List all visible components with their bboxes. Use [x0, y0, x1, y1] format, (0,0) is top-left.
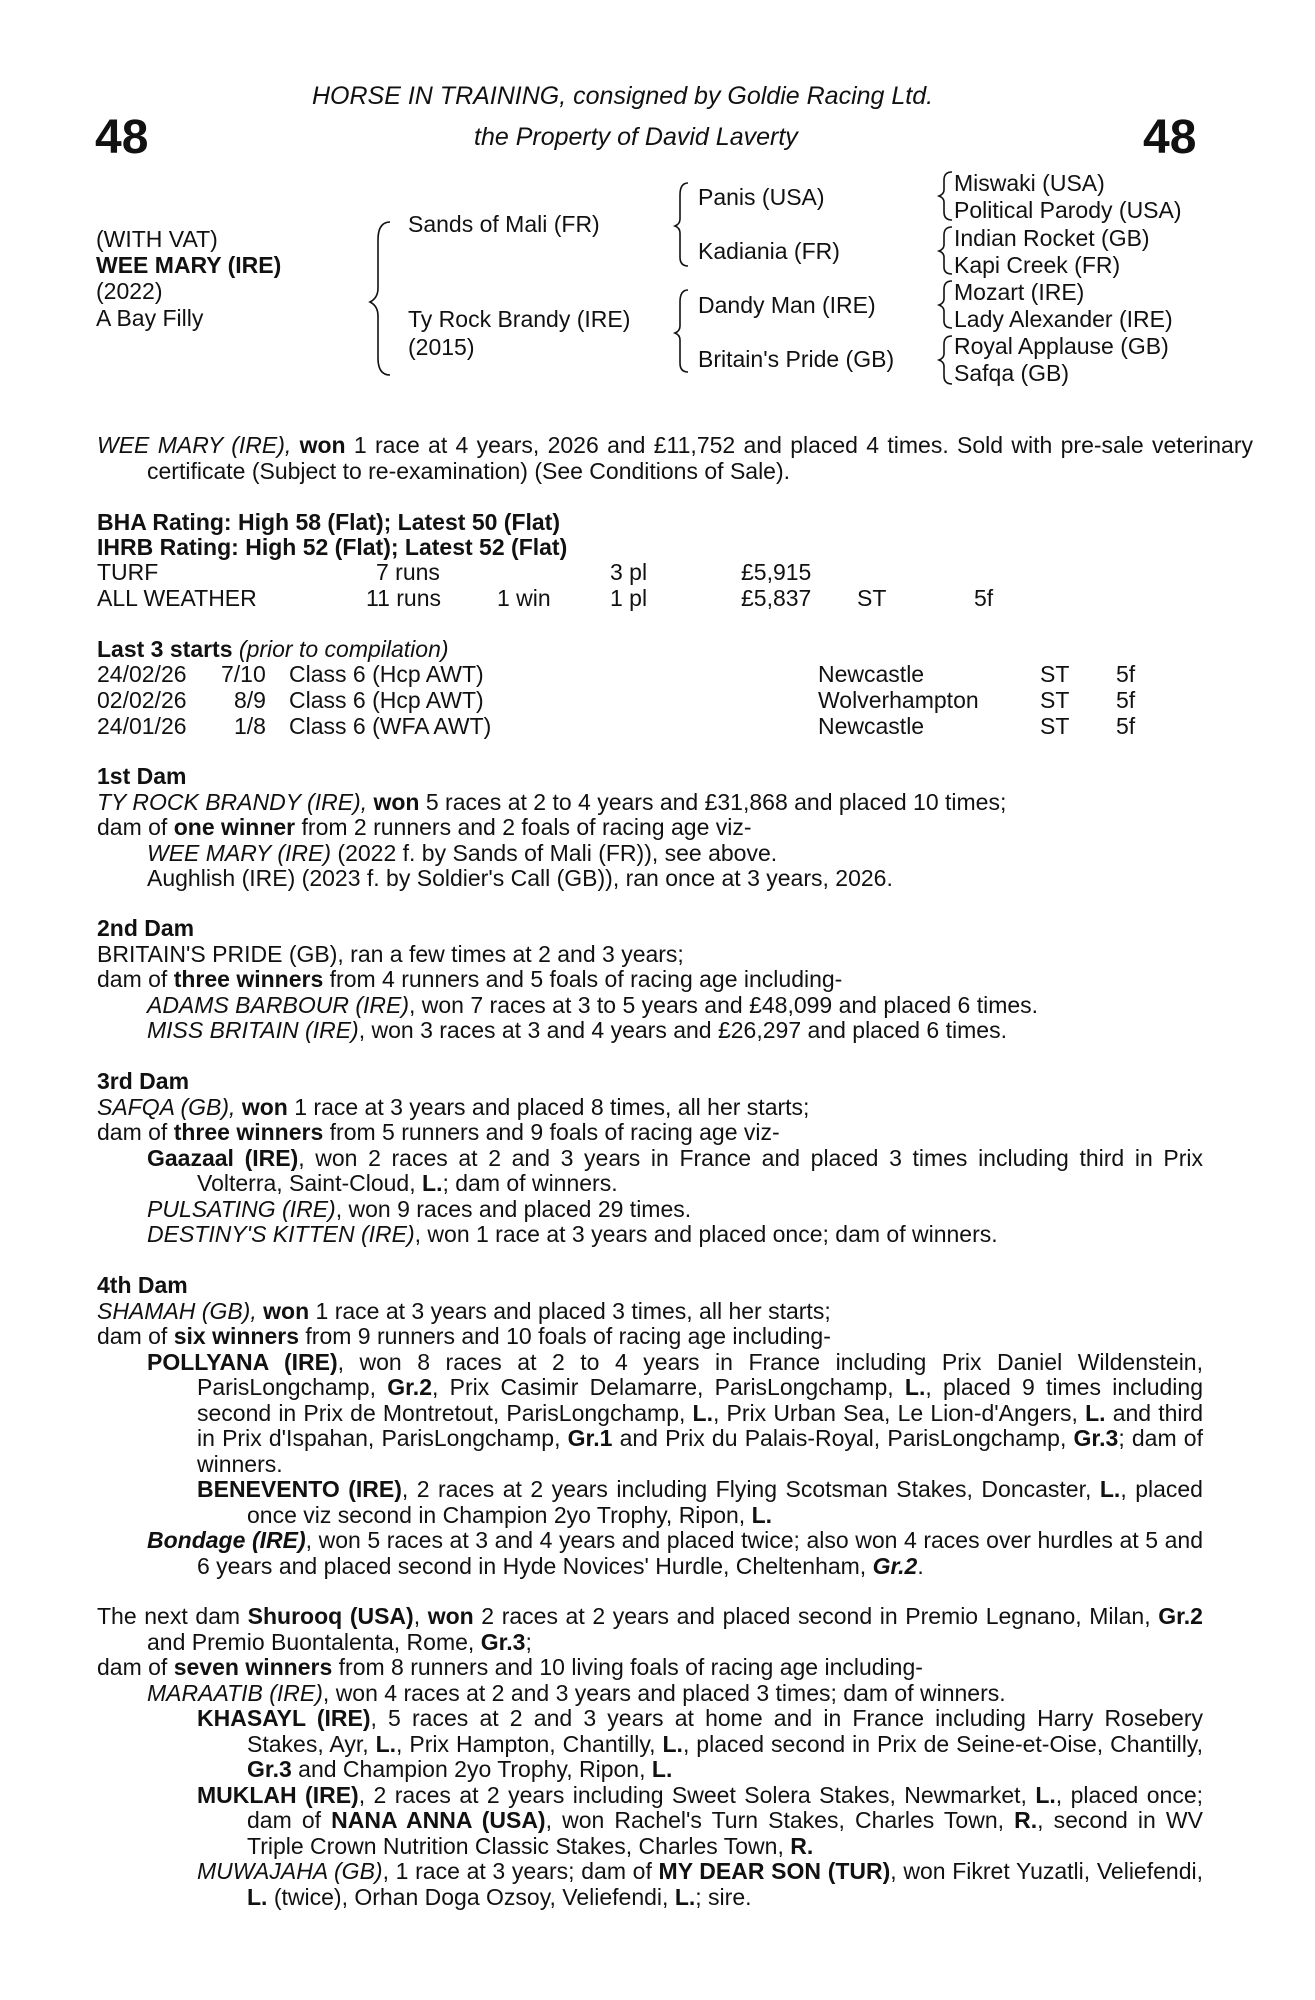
produce-text: (twice), Orhan Doga Ozsoy, Veliefendi, — [267, 1883, 675, 1910]
produce-text: , won Rachel's Turn Stakes, Charles Town, — [545, 1807, 1015, 1833]
dam-of: dam of — [97, 1119, 174, 1145]
foals-text: from 8 runners and 10 living foals of racing age including- — [332, 1654, 923, 1680]
record-course: ST — [857, 585, 887, 611]
next-dam-line1: The next dam Shurooq (USA), won 2 races at 2 years and placed second in Premio Legnano, Milan, Gr.2 and Premio Buontalenta, Rome, Gr.3; — [97, 1603, 1203, 1655]
race-grade: L. — [247, 1883, 268, 1910]
header-consignor: HORSE IN TRAINING, consigned by Goldie Racing Ltd. — [312, 82, 934, 110]
horse-name: WEE MARY (IRE) — [96, 252, 282, 278]
start-position: 7/10 — [221, 661, 266, 687]
race-grade: L. — [674, 1883, 696, 1910]
second-dam-section — [97, 916, 1203, 1044]
race-grade: Gr.3 — [247, 1756, 292, 1782]
race-grade: R. — [790, 1832, 814, 1859]
produce-entry — [97, 1681, 1203, 1707]
race-grade: Gr.3 — [1073, 1425, 1119, 1451]
last-starts-title: Last 3 starts — [97, 636, 233, 662]
winners-count: three winners — [173, 1119, 324, 1145]
fourth-dam-section — [97, 1273, 1203, 1579]
produce-name: BENEVENTO (IRE) — [197, 1476, 402, 1502]
dam-name: SAFQA (GB), — [97, 1093, 236, 1120]
start-race: Class 6 (Hcp AWT) — [289, 661, 484, 687]
produce-text: , won 2 races at 2 and 3 years in France and placed 3 times including third in Prix Volterra, Saint-Cloud, — [197, 1144, 1203, 1196]
race-grade: L. — [751, 1501, 773, 1528]
produce-text: (2022 f. by Sands of Mali (FR)), see above. — [331, 839, 778, 866]
produce-text: and Champion 2yo Trophy, Ripon, — [291, 1756, 652, 1782]
last-starts-note: (prior to compilation) — [238, 636, 449, 662]
third-dam-line1 — [97, 1095, 1203, 1121]
race-grade: L. — [692, 1399, 713, 1426]
race-grade: L. — [375, 1730, 397, 1757]
race-grade: L. — [651, 1756, 673, 1782]
lot-number-right: 48 — [1143, 111, 1197, 164]
produce-text: , 2 races at 2 years including Sweet Solera Stakes, Newmarket, — [358, 1781, 1036, 1808]
dam-name: TY ROCK BRANDY (IRE), — [97, 788, 368, 815]
dam-record: ; — [525, 1628, 532, 1655]
third-dam-section — [97, 1069, 1203, 1248]
produce-entry — [97, 866, 1203, 892]
summary-horse-name: WEE MARY (IRE), — [97, 432, 292, 458]
produce-name: MY DEAR SON (TUR) — [658, 1858, 891, 1884]
winners-count: three winners — [173, 966, 324, 992]
third-dam-heading: 3rd Dam — [97, 1068, 190, 1094]
produce-name: POLLYANA (IRE) — [147, 1348, 338, 1375]
header-property: the Property of David Laverty — [474, 123, 798, 151]
won-word: won — [373, 788, 420, 815]
start-surface: ST — [1040, 687, 1070, 713]
fourth-dam-line2 — [97, 1324, 1203, 1350]
produce-name: ADAMS BARBOUR (IRE) — [147, 991, 409, 1018]
ihrb-rating: IHRB Rating: High 52 (Flat); Latest 52 (Flat) — [97, 534, 568, 560]
start-surface: ST — [1040, 713, 1070, 739]
foals-text: from 5 runners and 9 foals of racing age viz- — [323, 1119, 780, 1145]
bha-rating: BHA Rating: High 58 (Flat); Latest 50 (Flat) — [97, 509, 560, 535]
pedigree-dam-sire: Dandy Man (IRE) — [698, 292, 876, 318]
record-runs: 11 runs — [366, 585, 442, 611]
race-grade: Gr.2 — [387, 1374, 432, 1400]
race-grade: Gr.2 — [1158, 1603, 1203, 1629]
produce-text: ; dam of winners. — [442, 1170, 618, 1196]
winners-count: six winners — [173, 1323, 299, 1349]
pedigree-sire-sire: Panis (USA) — [698, 184, 825, 210]
produce-name: Gaazaal (IRE) — [147, 1144, 299, 1171]
produce-text: , 1 race at 3 years; dam of — [382, 1858, 659, 1884]
produce-entry — [97, 1528, 1203, 1579]
start-position: 1/8 — [234, 713, 266, 739]
race-grade: Gr.3 — [480, 1628, 526, 1655]
produce-text: , won 8 races at 2 to 4 years in France including Prix Daniel Wildenstein, ParisLongchamp, — [197, 1348, 1203, 1400]
start-track: Wolverhampton — [818, 687, 979, 713]
produce-name: WEE MARY (IRE) — [147, 839, 332, 866]
produce-text: , placed once viz second in Champion 2yo Trophy, Ripon, — [247, 1476, 1203, 1528]
last-start-row — [0, 714, 1315, 740]
start-date: 24/02/26 — [97, 661, 187, 687]
pedigree-dss: Mozart (IRE) — [954, 279, 1085, 305]
produce-text: , won 5 races at 3 and 4 years and placed twice; also won 4 races over hurdles at 5 and 6 years and placed second in Hyde Novices' Hurdle, Cheltenham, — [197, 1527, 1203, 1579]
first-dam-section — [97, 764, 1203, 892]
dam-of: dam of — [97, 1654, 174, 1680]
start-distance: 5f — [1116, 713, 1136, 739]
main-brace — [370, 222, 390, 375]
race-grade: L. — [1085, 1399, 1106, 1426]
produce-text: ; dam of winners. — [197, 1425, 1203, 1477]
pedigree-ssd: Political Parody (USA) — [954, 197, 1182, 223]
pedigree-dam: Ty Rock Brandy (IRE) — [408, 306, 631, 332]
pedigree-dam-year: (2015) — [408, 334, 475, 360]
dam-of: dam of — [97, 814, 174, 840]
fourth-dam-line1 — [97, 1299, 1203, 1325]
produce-entry — [97, 1018, 1203, 1044]
last-start-row — [0, 688, 1315, 714]
produce-entry — [97, 1197, 1203, 1223]
produce-text: . — [917, 1552, 924, 1579]
produce-entry — [97, 1706, 1203, 1783]
second-dam-line2 — [97, 967, 1203, 993]
fourth-dam-heading: 4th Dam — [97, 1272, 188, 1298]
record-surface: ALL WEATHER — [97, 585, 257, 611]
summary-text: 1 race at 4 years, 2026 and £11,752 and placed 4 times. Sold with pre-sale veterinary certificate (Subject to re-examination) (See Conditions of Sale). — [147, 432, 1254, 484]
produce-entry — [97, 1222, 1203, 1248]
pedigree-sds: Indian Rocket (GB) — [954, 225, 1150, 251]
summary-won: won — [299, 432, 346, 458]
record-surface: TURF — [97, 559, 159, 585]
produce-name: DESTINY'S KITTEN (IRE) — [147, 1221, 415, 1247]
ss-brace — [939, 172, 952, 220]
first-dam-line1 — [97, 790, 1203, 816]
produce-text: , Prix Casimir Delamarre, ParisLongchamp, — [432, 1374, 905, 1400]
dam-record: 1 race at 3 years and placed 3 times, all her starts; — [309, 1297, 831, 1324]
produce-name: MARAATIB (IRE) — [147, 1679, 323, 1706]
dam-of: dam of — [97, 966, 174, 992]
pedigree-dsd: Lady Alexander (IRE) — [954, 306, 1173, 332]
produce-name: Bondage (IRE) — [147, 1527, 306, 1553]
record-placed: 1 pl — [610, 585, 648, 611]
foals-text: from 4 runners and 5 foals of racing age including- — [323, 966, 843, 992]
next-dam-line2 — [97, 1655, 1203, 1681]
start-distance: 5f — [1116, 661, 1136, 687]
start-distance: 5f — [1116, 687, 1136, 713]
produce-text: , placed once; dam of — [247, 1781, 1204, 1833]
start-surface: ST — [1040, 661, 1070, 687]
produce-entry — [97, 993, 1203, 1019]
produce-text: , won 3 races at 3 and 4 years and £26,297 and placed 6 times. — [358, 1017, 1007, 1043]
produce-text: , won 7 races at 3 to 5 years and £48,099 and placed 6 times. — [408, 991, 1039, 1018]
dam-record: 2 races at 2 years and placed second in Premio Legnano, Milan, — [473, 1603, 1159, 1629]
produce-text: , placed second in Prix de Seine-et-Oise, Chantilly, — [682, 1730, 1203, 1757]
winners-count: seven winners — [173, 1654, 333, 1680]
produce-name: MISS BRITAIN (IRE) — [147, 1017, 359, 1043]
produce-text: , 5 races at 2 and 3 years at home and in France including Harry Rosebery Stakes, Ayr, — [247, 1705, 1203, 1757]
start-date: 24/01/26 — [97, 713, 187, 739]
next-dam-section — [97, 1604, 1203, 1910]
race-grade: R. — [1014, 1807, 1038, 1833]
pedigree-sdd: Kapi Creek (FR) — [954, 252, 1121, 278]
record-placed: 3 pl — [610, 559, 648, 585]
sd-brace — [939, 227, 952, 274]
next-dam-prefix: The next dam — [97, 1603, 248, 1629]
produce-entry — [97, 841, 1203, 867]
second-dam-heading: 2nd Dam — [97, 915, 195, 941]
produce-entry — [97, 1859, 1203, 1910]
pedigree-dds: Royal Applause (GB) — [954, 333, 1169, 359]
record-row-all-weather — [0, 586, 1315, 612]
start-race: Class 6 (Hcp AWT) — [289, 687, 484, 713]
ds-brace — [939, 281, 952, 328]
last-start-row — [0, 662, 1315, 688]
horse-description: A Bay Filly — [96, 305, 204, 331]
third-dam-line2 — [97, 1120, 1203, 1146]
produce-name: PULSATING (IRE) — [147, 1195, 336, 1222]
dam-of: dam of — [97, 1323, 174, 1349]
produce-entry — [97, 1146, 1203, 1197]
produce-entry — [97, 1477, 1203, 1528]
start-date: 02/02/26 — [97, 687, 187, 713]
produce-text: and Prix du Palais-Royal, ParisLongchamp, — [612, 1425, 1074, 1451]
produce-text: , won Fikret Yuzatli, Veliefendi, — [890, 1858, 1203, 1884]
dd-brace — [939, 336, 952, 384]
foals-text: from 9 runners and 10 foals of racing age including- — [299, 1323, 831, 1349]
produce-text: , won 4 races at 2 and 3 years and placed 3 times; dam of winners. — [322, 1679, 1006, 1706]
start-position: 8/9 — [234, 687, 266, 713]
pedigree-sss: Miswaki (USA) — [954, 170, 1105, 196]
won-word: won — [241, 1093, 288, 1120]
dam-record: 5 races at 2 to 4 years and £31,868 and placed 10 times; — [419, 788, 1007, 815]
produce-name: MUWAJAHA (GB) — [197, 1858, 383, 1884]
start-race: Class 6 (WFA AWT) — [289, 713, 492, 739]
dam-record: 1 race at 3 years and placed 8 times, all her starts; — [287, 1093, 810, 1120]
horse-year: (2022) — [96, 278, 163, 304]
produce-text: , Prix Hampton, Chantilly, — [396, 1730, 663, 1757]
first-dam-line2 — [97, 815, 1203, 841]
race-grade: L. — [1035, 1781, 1056, 1808]
dam-name: Shurooq (USA) — [247, 1603, 414, 1629]
race-grade: Gr.2 — [872, 1552, 918, 1579]
produce-entry — [97, 1350, 1203, 1478]
produce-text: and third in Prix d'Ispahan, ParisLongchamp, — [197, 1399, 1203, 1451]
produce-text: , Prix Urban Sea, Le Lion-d'Angers, — [713, 1399, 1086, 1426]
produce-text: , won 9 races and placed 29 times. — [335, 1195, 692, 1222]
won-word: won — [263, 1297, 310, 1324]
won-word: won — [427, 1603, 474, 1629]
produce-name: NANA ANNA (USA) — [331, 1807, 546, 1833]
lot-number-left: 48 — [95, 111, 149, 164]
produce-text: , second in WV Triple Crown Nutrition Classic Stakes, Charles Town, — [247, 1807, 1203, 1859]
produce-text: , placed 9 times including second in Prix de Montretout, ParisLongchamp, — [197, 1374, 1203, 1426]
produce-text: ; sire. — [695, 1883, 752, 1910]
race-grade: L. — [1099, 1476, 1121, 1502]
race-summary — [97, 433, 1253, 484]
race-grade: L. — [422, 1170, 443, 1196]
dam-name: SHAMAH (GB), — [97, 1297, 257, 1324]
winners-count: one winner — [173, 814, 296, 840]
sire-brace — [675, 183, 688, 266]
produce-entry — [97, 1783, 1203, 1860]
race-grade: L. — [662, 1730, 683, 1757]
pedigree-sire-dam: Kadiania (FR) — [698, 238, 840, 264]
record-wins: 1 win — [497, 585, 551, 611]
produce-name: KHASAYL (IRE) — [197, 1705, 371, 1731]
produce-text: , won 1 race at 3 years and placed once; dam of winners. — [414, 1221, 998, 1247]
pedigree-dam-dam: Britain's Pride (GB) — [698, 346, 895, 372]
record-money: £5,837 — [741, 585, 812, 611]
start-track: Newcastle — [818, 661, 925, 687]
race-grade: L. — [904, 1374, 926, 1400]
vat-label: (WITH VAT) — [96, 226, 218, 252]
start-track: Newcastle — [818, 713, 925, 739]
produce-text: , 2 races at 2 years including Flying Scotsman Stakes, Doncaster, — [401, 1476, 1100, 1502]
last-starts-heading — [97, 637, 449, 663]
pedigree-sire: Sands of Mali (FR) — [408, 211, 600, 237]
record-dist: 5f — [974, 585, 994, 611]
pedigree-ddd: Safqa (GB) — [954, 360, 1070, 386]
foals-text: from 2 runners and 2 foals of racing age viz- — [295, 814, 752, 840]
second-dam-line1: BRITAIN'S PRIDE (GB), ran a few times at 2 and 3 years; — [97, 940, 684, 967]
race-grade: Gr.1 — [567, 1425, 613, 1451]
record-runs: 7 runs — [376, 559, 440, 585]
record-money: £5,915 — [741, 559, 812, 585]
first-dam-heading: 1st Dam — [97, 763, 187, 789]
record-row-turf — [0, 560, 1315, 586]
produce-text: Aughlish (IRE) (2023 f. by Soldier's Call (GB)), ran once at 3 years, 2026. — [147, 865, 893, 891]
dam-record: and Premio Buontalenta, Rome, — [147, 1628, 481, 1655]
produce-name: MUKLAH (IRE) — [197, 1781, 359, 1808]
dam-brace — [675, 290, 688, 372]
